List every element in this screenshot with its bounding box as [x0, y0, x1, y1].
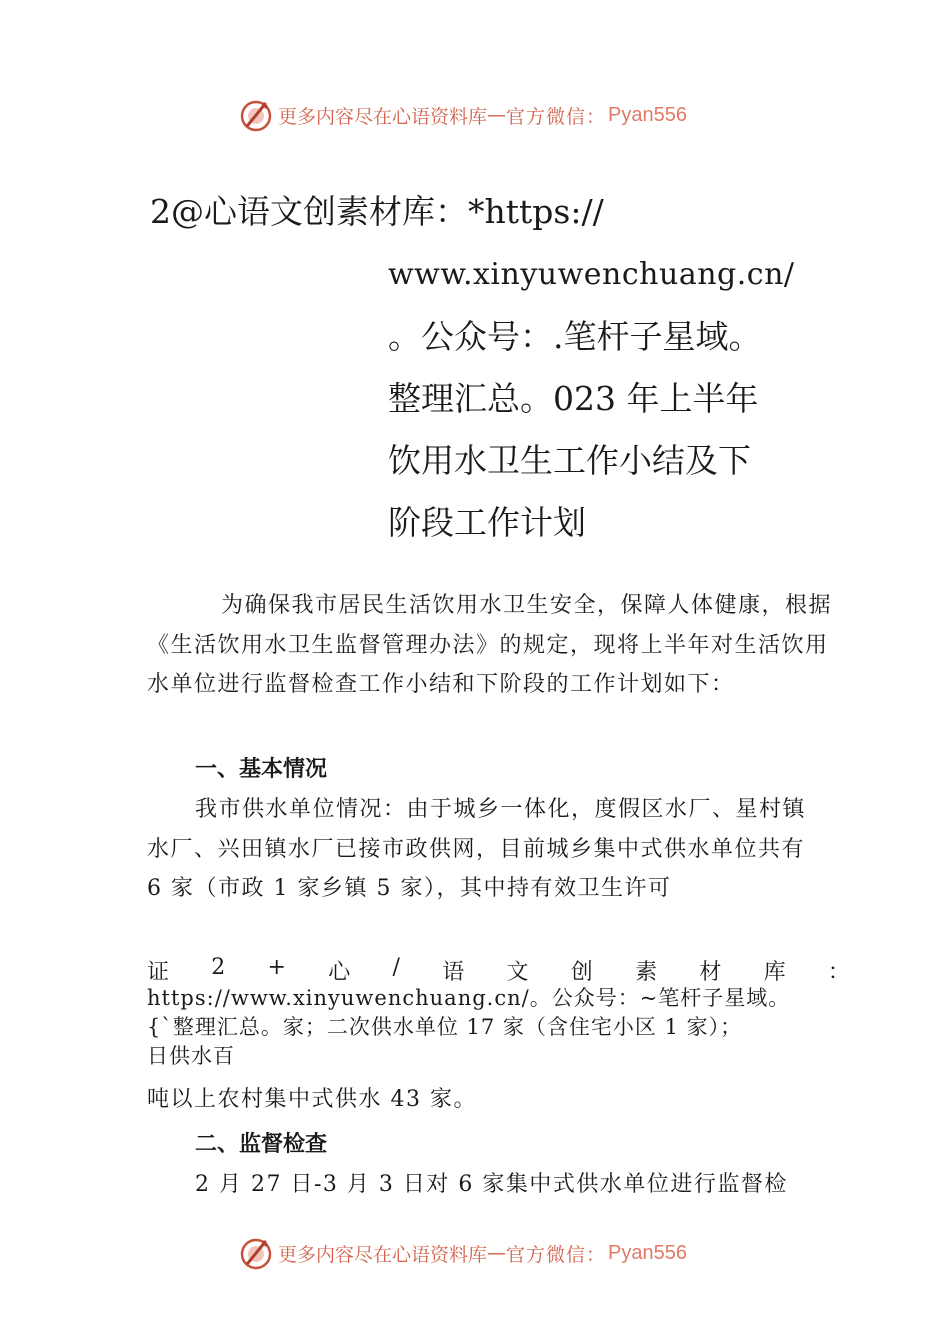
- title-line-6: 阶段工作计划: [388, 503, 586, 542]
- spread-char: 创: [570, 960, 593, 985]
- title-line-2: www.xinyuwenchuang.cn/: [388, 257, 795, 292]
- watermark-line-3: 日供水百: [147, 1044, 235, 1068]
- spread-char: 材: [699, 960, 722, 985]
- footer-banner: [0, 1233, 950, 1273]
- spread-char: 库: [763, 960, 786, 985]
- section-2-paragraph: 2 月 27 日-3 月 3 日对 6 家集中式供水单位进行监督检: [195, 1172, 788, 1197]
- title-line-3: 。公众号：.笔杆子星域。: [388, 317, 762, 356]
- brand-logo-icon: [238, 97, 274, 133]
- title-line-1: 2@心语文创素材库：*https://: [150, 192, 604, 231]
- spread-char: +: [267, 955, 286, 980]
- spread-char: 2: [211, 955, 226, 980]
- watermark-line-1: https://www.xinyuwenchuang.cn/。公众号：~笔杆子星域。: [147, 986, 791, 1010]
- section-1-paragraph-end: 吨以上农村集中式供水 43 家。: [147, 1087, 477, 1112]
- title-line-5: 饮用水卫生工作小结及下: [388, 441, 751, 480]
- spread-char: /: [392, 955, 400, 980]
- spread-char: 语: [442, 960, 465, 985]
- section-2-heading: 二、监督检查: [195, 1132, 328, 1157]
- title-line-4: 整理汇总。023 年上半年: [388, 379, 759, 418]
- spread-char: 心: [328, 960, 351, 985]
- banner-dash: —: [487, 1242, 507, 1264]
- header-banner: [0, 95, 950, 135]
- section-1-heading: 一、基本情况: [195, 757, 328, 782]
- banner-wechat-label: 官方微信：: [506, 105, 607, 128]
- section-1-paragraph: 我市供水单位情况：由于城乡一体化，度假区水厂、星村镇水厂、兴田镇水厂已接市政供网，目前城乡集中式供水单位共有 6 家（市政 1 家乡镇 5 家），其中持有效卫生许可: [147, 797, 807, 901]
- intro-paragraph: 为确保我市居民生活饮用水卫生安全，保障人体健康，根据《生活饮用水卫生监督管理办法》的规定，现将上半年对生活饮用水单位进行监督检查工作小结和下阶段的工作计划如下：: [147, 593, 833, 697]
- title-block: [388, 244, 808, 554]
- banner-dash: —: [487, 104, 507, 126]
- spread-char: ：: [827, 960, 850, 985]
- brand-logo-icon: [238, 1235, 274, 1271]
- banner-brand-text: 更多内容尽在心语资料库: [278, 1243, 488, 1266]
- watermark-spread-line: [147, 955, 850, 986]
- banner-brand-text: 更多内容尽在心语资料库: [278, 105, 488, 128]
- watermark-line-2: {`整理汇总。家；二次供水单位 17 家（含住宅小区 1 家）；: [147, 1015, 743, 1039]
- spread-char: 证: [147, 960, 170, 985]
- spread-char: 文: [506, 960, 529, 985]
- banner-wechat-label: 官方微信：: [506, 1243, 607, 1266]
- banner-wechat-id: Pyan556: [608, 1241, 687, 1264]
- spread-char: 素: [635, 960, 658, 985]
- banner-wechat-id: Pyan556: [608, 103, 687, 126]
